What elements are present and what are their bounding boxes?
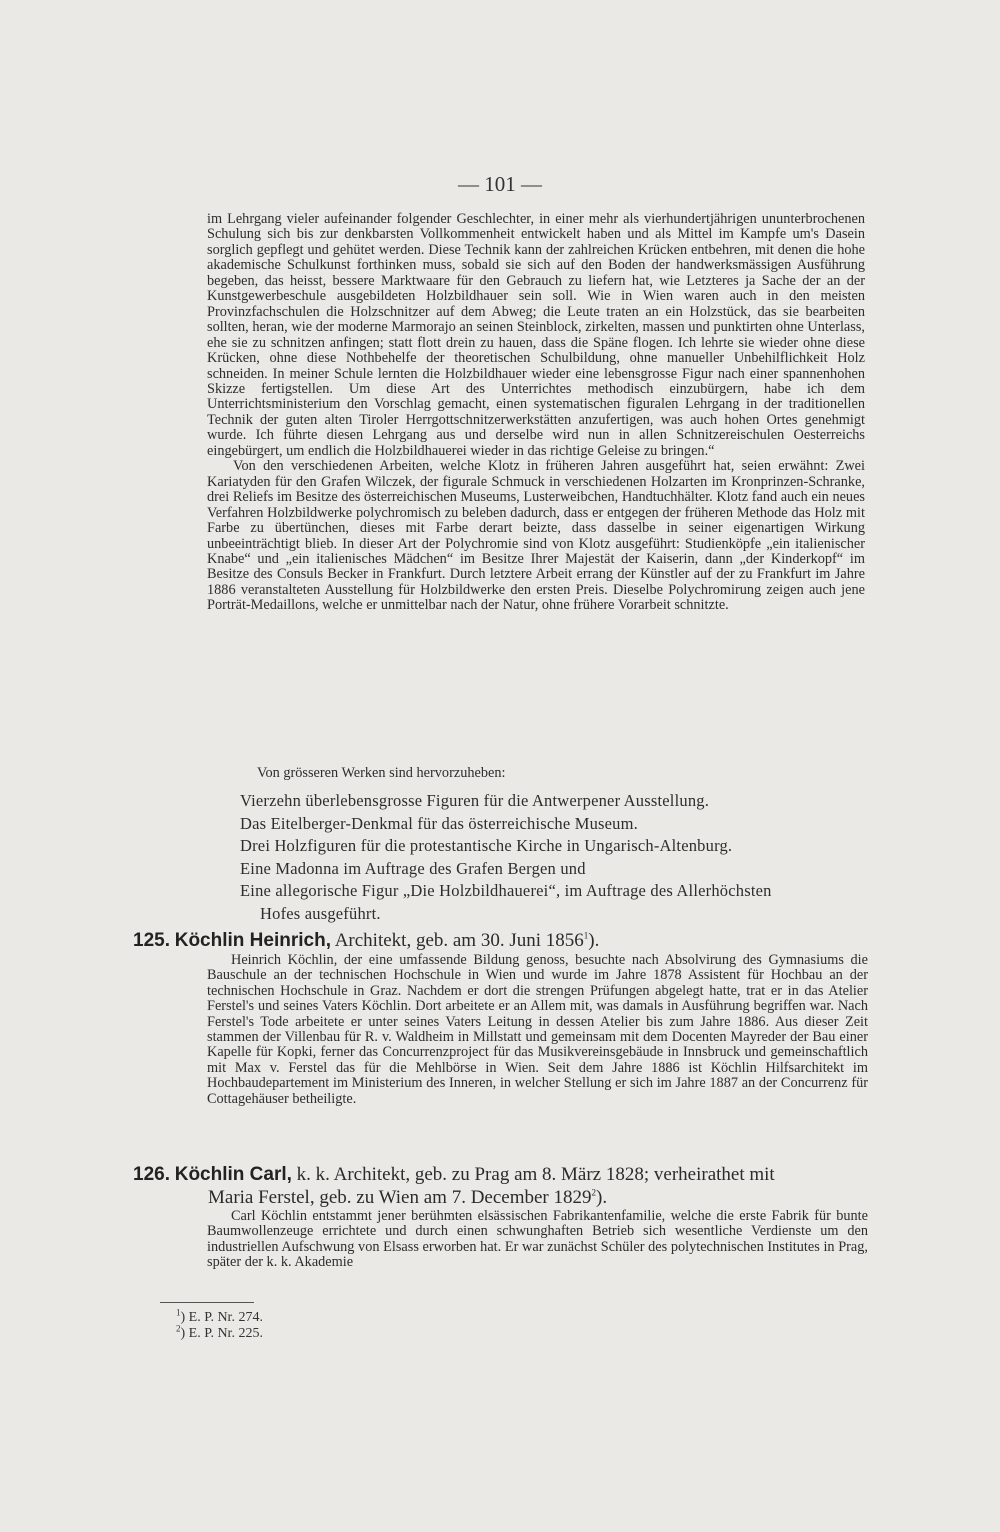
- footnote: [176, 1307, 263, 1326]
- entry-body: [207, 1209, 868, 1271]
- entry-heading-cont-text: Maria Ferstel, geb. zu Wien am 7. December 1829: [208, 1187, 592, 1208]
- page-number: — 101 —: [458, 172, 542, 196]
- entry-heading: [133, 1162, 868, 1187]
- paragraph-quote-end: im Lehrgang vieler aufeinander folgender Geschlechter, in einer mehr als vierhundertjährigen ununterbrochenen Schulung sich bis zur denkbarsten Vollkommenheit entwickelt haben und als Mittel im Kampfe um's Dasein sorglich gepflegt und gehütet werden. Diese Technik kann der zahlreichen Krücken entbehren, mit denen die hohe akademische Schulkunst forthinken muss, sobald sie sich auf den Boden der handwerksmässigen Ausführung begeben, das heisst, bessere Marktwaare für den Gebrauch zu liefern hat, wie Letzteres ja Sache der an der Kunstgewerbeschule ausgebildeten Holzbildhauer sein soll. Wie in Wien waren auch in den meisten Provinzfachschulen die Holzschnitzer auf dem Abweg; die Leute traten an ein Holzstück, das sie bearbeiten sollten, heran, wie der moderne Marmorajo an seinen Steinblock, zirkelten, massen und punktirten ohne Unterlass, ehe sie zu schnitzen anfingen; statt flott drein zu hauen, dass die Späne flogen. Ich lehrte sie wieder ohne diese Krücken, ohne diese Nothbehelfe der theoretischen Schulbildung, ohne manueller Unbehilflichkeit Holz schneiden. In meiner Schule lernten die Holzbildhauer wieder eine lebensgrosse Figur nach einer spannenhohen Skizze fertigstellen. Um diese Art des Unterrichtes methodisch einzubürgern, habe ich dem Unterrichtsministerium den Vorschlag gemacht, einen systematischen figuralen Lehrgang in der traditionellen Technik der guten alten Tiroler Herrgottschnitzerwerkstätten anzufertigen, was auch hohen Ortes genehmigt wurde. Ich führte diesen Lehrgang aus und derselbe wird nun in allen Schnitzereischulen Oesterreichs eingebürgert, um endlich die Holzbildhauerei wieder in das richtige Geleise zu bringen.“: [207, 211, 865, 459]
- entry-heading: [133, 928, 868, 953]
- entry-heading-text: k. k. Architekt, geb. zu Prag am 8. März 1828; verheirathet mit: [296, 1164, 775, 1185]
- main-text: [207, 212, 865, 614]
- footnote-text: ) E. P. Nr. 225.: [180, 1326, 263, 1341]
- entry-heading-end: ).: [588, 930, 600, 951]
- entry-126: [133, 1162, 868, 1271]
- entry-heading-continuation: [133, 1187, 868, 1209]
- work-item: Vierzehn überlebensgrosse Figuren für die Antwerpener Ausstellung.: [240, 791, 710, 810]
- footnote: [176, 1323, 263, 1342]
- entry-number: 125.: [133, 930, 170, 951]
- footnote-divider: [160, 1302, 254, 1303]
- footnote-mark: 1: [176, 1307, 181, 1318]
- footnotes: [176, 1307, 263, 1342]
- entry-body: [207, 953, 868, 1107]
- entry-number: 126.: [133, 1164, 170, 1185]
- entry-paragraph: Heinrich Köchlin, der eine umfassende Bildung genoss, besuchte nach Absolvirung des Gymnasiums die Bauschule an der technischen Hochschule in Wien und wurde im Jahre 1878 Assistent für Hochbau an der technischen Hochschule in Graz. Nachdem er dort die strengen Prüfungen abgelegt hatte, trat er in das Atelier Ferstel's und seines Vaters Köchlin. Dort arbeitete er an Allem mit, was damals in Ausführung begriffen war. Nach Ferstel's Tode arbeitete er unter seines Vaters Leitung in dessen Atelier bis zum Jahre 1886. Aus dieser Zeit stammen der Villenbau für R. v. Waldheim in Millstatt und gemeinsam mit dem Docenten Mayreder der Bau einer Kapelle für Kopki, ferner das Concurrenzproject für das Musikvereinsgebäude in Innsbruck und gemeinschaftlich mit Max v. Ferstel das für die Mehlbörse in Wien. Seit dem Jahre 1886 ist Köchlin Hilfsarchitekt im Hochbaudepartement im Ministerium des Inneren, in welcher Stellung er sich im Jahre 1887 an der Concurrenz für Cottagehäuser betheiligte.: [207, 952, 868, 1107]
- footnote-mark: 1: [583, 930, 589, 941]
- work-item: Eine allegorische Figur „Die Holzbildhauerei“, im Auftrage des Allerhöchsten: [240, 881, 772, 900]
- entry-name: Köchlin Heinrich,: [174, 930, 331, 951]
- works-list: [230, 765, 870, 925]
- footnote-mark: 2: [591, 1187, 597, 1198]
- work-item: Eine Madonna im Auftrage des Grafen Bergen und: [240, 858, 586, 878]
- entry-heading-text: Architekt, geb. am 30. Juni 1856: [334, 930, 584, 951]
- paragraph-works: Von den verschiedenen Arbeiten, welche Klotz in früheren Jahren ausgeführt hat, seien erwähnt: Zwei Kariatyden für den Grafen Wilczek, der figurale Schmuck in verschiedenen Holzarten im Kronprinzen-Schranke, drei Reliefs im Besitze des österreichischen Museums, Lusterweibchen, Handtuchhälter. Klotz fand auch ein neues Verfahren Holzbildwerke polychromisch zu beleben dadurch, dass er entgegen der früheren Methode das Holz mit Farbe zu übertünchen, dieses mit Farbe derart beizte, dass dasselbe in seiner eigenartigen Wirkung unbeeinträchtigt blieb. In dieser Art der Polychromie sind von Klotz ausgeführt: Studienköpfe „ein italienischer Knabe“ und „ein italienisches Mädchen“ im Besitze Ihrer Majestät der Kaiserin, dann „der Kinderkopf“ im Besitze des Consuls Becker in Frankfurt. Durch letztere Arbeit errang der Künstler auf der zu Frankfurt im Jahre 1886 veranstalteten Ausstellung für Holzbildwerke den ersten Preis. Dieselbe Polychromirung zeigen auch jene Porträt-Medaillons, welche er unmittelbar nach der Natur, ohne frühere Vorarbeit schnitzte.: [207, 458, 865, 614]
- footnote-text: ) E. P. Nr. 274.: [180, 1310, 263, 1325]
- works-intro: Von grösseren Werken sind hervorzuheben:: [257, 765, 506, 781]
- entry-name: Köchlin Carl,: [174, 1164, 292, 1185]
- work-item: Drei Holzfiguren für die protestantische Kirche in Ungarisch-Altenburg.: [240, 836, 733, 855]
- entry-paragraph: Carl Köchlin entstammt jener berühmten elsässischen Fabrikantenfamilie, welche die erste Fabrik für bunte Baumwollenzeuge errichtete und durch einen schwunghaften Betrieb sich wesentliche Verdienste um den industriellen Aufschwung von Elsass erworben hat. Er war zunächst Schüler des polytechnischen Institutes in Prag, später der k. k. Akademie: [207, 1208, 868, 1271]
- entry-heading-end: ).: [596, 1187, 608, 1208]
- work-item: Hofes ausgeführt.: [260, 903, 381, 923]
- work-item: Das Eitelberger-Denkmal für das österreichische Museum.: [240, 813, 638, 833]
- footnote-mark: 2: [176, 1323, 181, 1334]
- entry-125: [133, 928, 868, 1107]
